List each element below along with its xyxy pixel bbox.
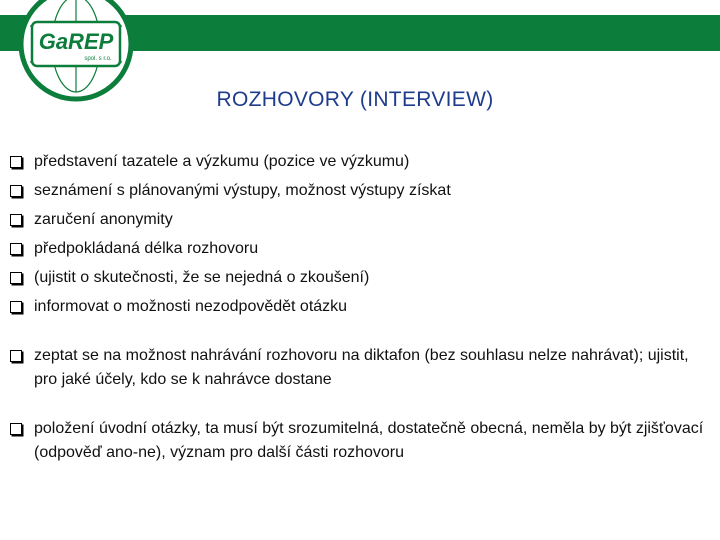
checkbox-bullet-icon: [10, 214, 22, 226]
bullet-item: [10, 417, 710, 465]
garep-logo: [18, 0, 134, 102]
bullet-text: informovat o možnosti nezodpovědět otázku: [34, 298, 348, 315]
slide-title: ROZHOVORY (INTERVIEW): [216, 88, 494, 111]
bullet-item: [10, 179, 710, 203]
bullet-text: zeptat se na možnost nahrávání rozhovoru na diktafon (bez souhlasu nelze nahrávat); ujistit, pro jaké účely, kdo se k nahrávce dostane: [34, 347, 689, 388]
svg-text:GaREP: GaREP: [38, 29, 114, 54]
bullet-item: [10, 344, 710, 392]
checkbox-bullet-icon: [10, 350, 22, 362]
bullet-item: [10, 295, 710, 319]
checkbox-bullet-icon: [10, 301, 22, 313]
svg-text:spol. s r.o.: spol. s r.o.: [84, 56, 112, 62]
bullet-text: položení úvodní otázky, ta musí být srozumitelná, dostatečně obecná, neměla by být zjišťovací (odpověď ano-ne), význam pro další části rozhovoru: [34, 420, 704, 461]
checkbox-bullet-icon: [10, 272, 22, 284]
checkbox-bullet-icon: [10, 156, 22, 168]
bullet-item: [10, 208, 710, 232]
checkbox-bullet-icon: [10, 243, 22, 255]
checkbox-bullet-icon: [10, 185, 22, 197]
bullet-text: předpokládaná délka rozhovoru: [34, 240, 259, 257]
bullet-item: [10, 237, 710, 261]
checkbox-bullet-icon: [10, 423, 22, 435]
bullet-list: [10, 150, 710, 470]
bullet-text: (ujistit o skutečnosti, že se nejedná o zkoušení): [34, 269, 370, 286]
bullet-item: [10, 150, 710, 174]
bullet-text: představení tazatele a výzkumu (pozice ve výzkumu): [34, 153, 410, 170]
bullet-item: [10, 266, 710, 290]
bullet-text: zaručení anonymity: [34, 211, 173, 228]
bullet-text: seznámení s plánovanými výstupy, možnost výstupy získat: [34, 182, 451, 199]
